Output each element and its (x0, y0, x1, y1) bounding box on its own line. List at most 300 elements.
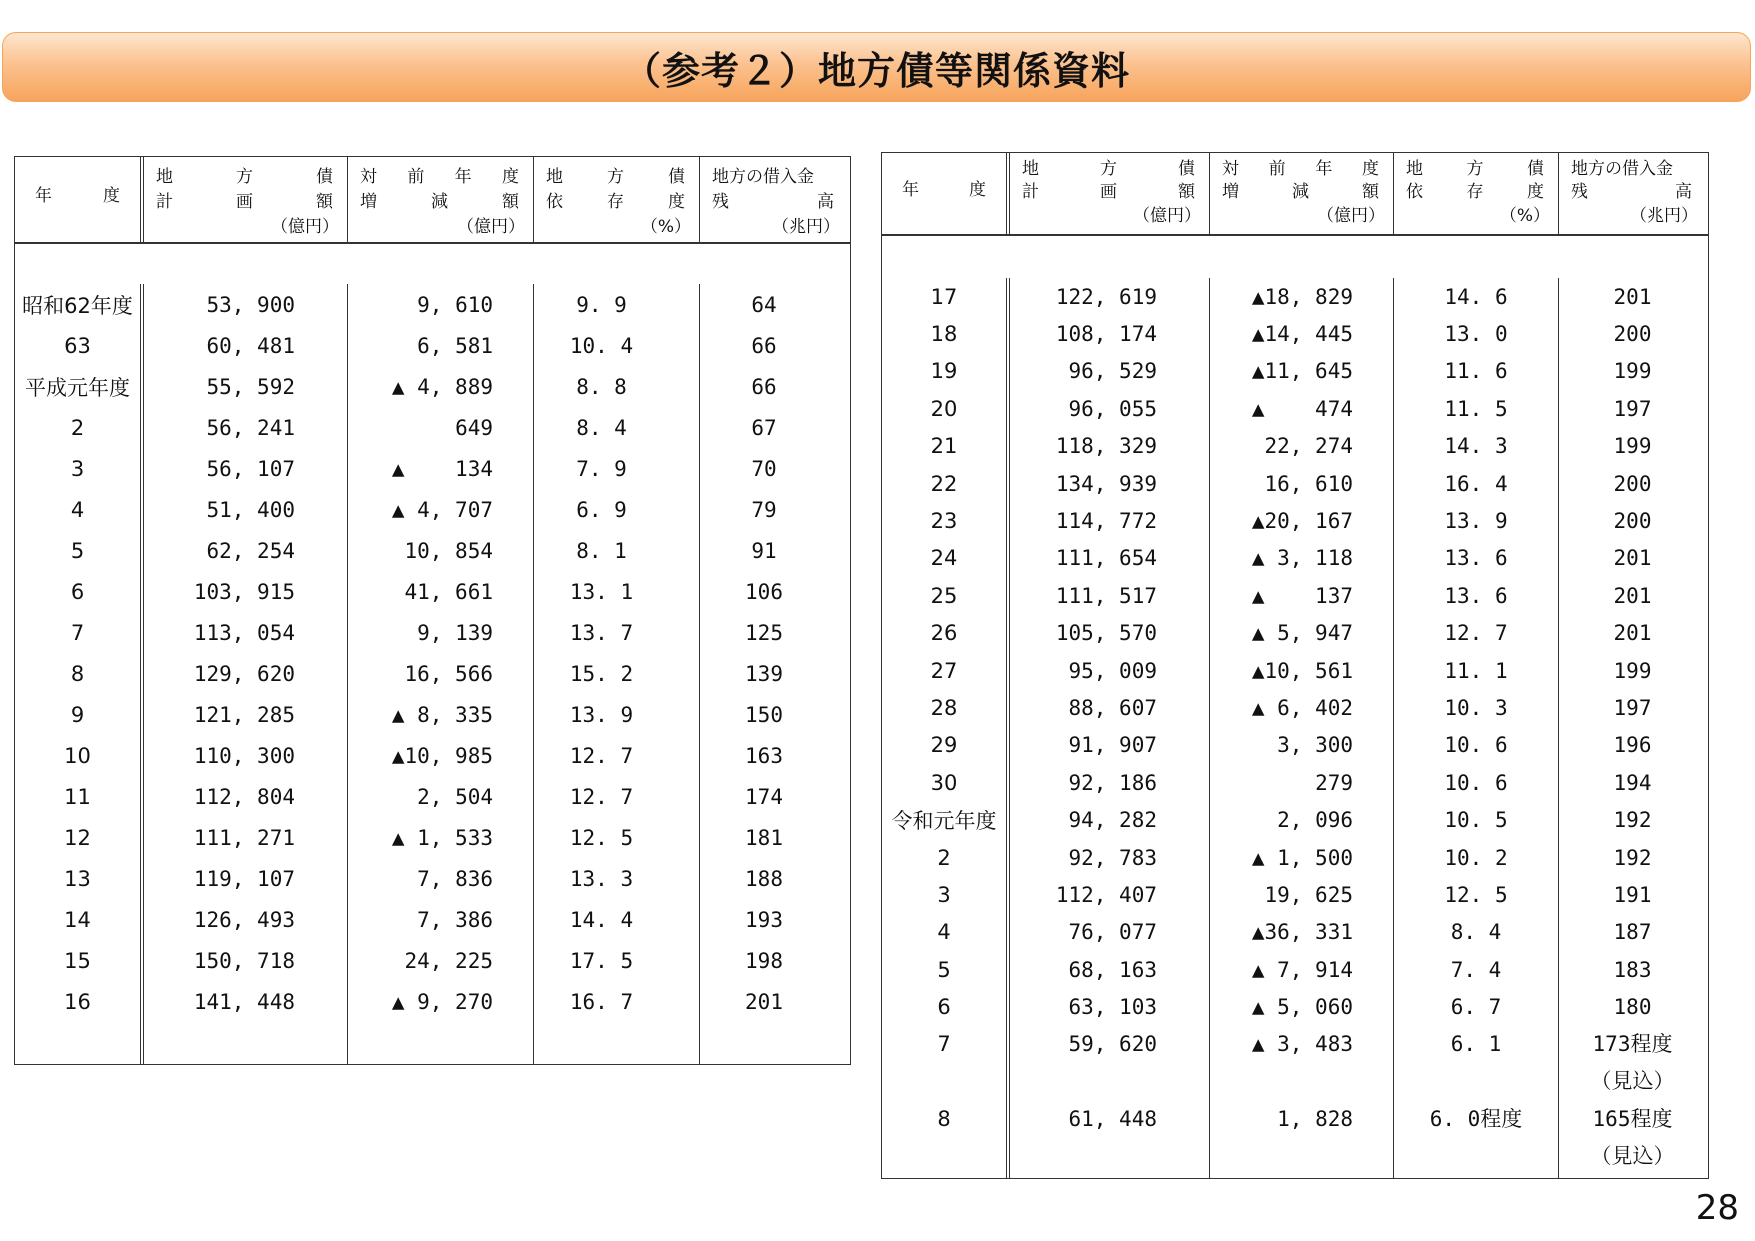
cell-year: 平成元年度 (25, 375, 130, 400)
balance-value: 165程度 (1592, 1106, 1673, 1131)
cell-bal: 66 (751, 333, 777, 358)
cell-bal (1559, 1101, 1706, 1176)
cell-plan: 62, 254 (206, 538, 295, 563)
cell-plan: 88, 607 (1068, 695, 1157, 720)
cell-dep: 12. 5 (569, 825, 634, 850)
cell-change: ▲10, 561 (1251, 658, 1353, 683)
cell-bal: 200 (1613, 509, 1652, 534)
header-balance (700, 157, 848, 242)
cell-plan: 111, 271 (193, 825, 295, 850)
cell-year: 25 (930, 583, 958, 608)
header-change-line1-char: 度 (501, 167, 519, 187)
cell-year: 10 (64, 743, 91, 768)
cell-dep: 12. 5 (1444, 882, 1508, 907)
header-plan-line1 (1022, 161, 1195, 178)
cell-year: 4 (937, 920, 951, 945)
header-year-label-char: 年 (35, 186, 52, 206)
header-dependency (1394, 153, 1559, 234)
cell-year: 6 (937, 995, 951, 1020)
cell-change: ▲36, 331 (1251, 920, 1353, 945)
header-dependency-unit: （%） (1499, 206, 1550, 226)
header-dependency-line2 (1406, 184, 1544, 201)
header-change-line2-char: 減 (431, 192, 448, 212)
cell-year: 17 (930, 284, 958, 309)
cell-dep: 7. 9 (576, 456, 627, 481)
cell-dep: 13. 7 (569, 620, 634, 645)
header-change-line2-char: 額 (1362, 182, 1379, 202)
header-change-line1 (360, 169, 519, 186)
cell-dep: 6. 9 (576, 497, 627, 522)
cell-change: 3, 300 (1277, 733, 1353, 758)
header-dependency-line1 (1406, 161, 1544, 178)
cell-bal: 70 (751, 456, 777, 481)
header-change-line2 (360, 194, 519, 211)
title-banner (2, 32, 1751, 102)
header-plan-line1 (156, 169, 333, 186)
header-balance-unit: （兆円） (772, 217, 840, 237)
cell-change: ▲18, 829 (1251, 284, 1353, 309)
cell-change: 19, 625 (1264, 882, 1353, 907)
header-dependency-line2-char: 依 (546, 192, 563, 212)
cell-plan: 60, 481 (206, 333, 295, 358)
cell-dep: 14. 4 (569, 907, 634, 932)
cell-change: ▲ 5, 947 (1251, 621, 1353, 646)
column-plan (1010, 278, 1210, 1178)
cell-bal: 163 (745, 743, 783, 768)
page-number: 28 (1695, 1188, 1739, 1228)
table-header (15, 157, 850, 244)
cell-year: 7 (70, 620, 85, 645)
header-change-line1-char: 前 (407, 167, 425, 187)
cell-bal: 198 (745, 948, 783, 973)
cell-bal: 174 (745, 784, 783, 809)
header-dependency-line1-char: 地 (1406, 159, 1423, 179)
header-dependency-line1-char: 方 (607, 167, 624, 187)
cell-plan: 92, 186 (1068, 770, 1157, 795)
cell-change: ▲ 6, 402 (1251, 695, 1353, 720)
column-dep (1394, 278, 1559, 1178)
cell-dep: 13. 9 (1444, 509, 1508, 534)
cell-dep: 7. 4 (1450, 957, 1502, 982)
cell-change: ▲ 3, 483 (1251, 1031, 1353, 1056)
cell-plan: 95, 009 (1068, 658, 1157, 683)
header-year (15, 157, 144, 242)
cell-dep: 8. 8 (576, 374, 627, 399)
cell-year: 16 (64, 989, 91, 1014)
balance-with-note (1591, 1026, 1675, 1101)
cell-dep: 11. 1 (1444, 658, 1508, 683)
cell-plan: 68, 163 (1068, 957, 1157, 982)
cell-dep: 16. 4 (1444, 471, 1508, 496)
cell-plan: 91, 907 (1068, 733, 1157, 758)
header-dependency-line2-char: 存 (607, 192, 624, 212)
cell-dep: 10. 4 (569, 333, 634, 358)
cell-dep: 10. 3 (1444, 695, 1508, 720)
cell-bal: 194 (1613, 770, 1652, 795)
header-plan-line2-char: 計 (1022, 182, 1039, 202)
cell-change: ▲ 134 (391, 456, 493, 481)
cell-year: 5 (70, 538, 85, 563)
cell-change: 16, 610 (1264, 471, 1353, 496)
cell-dep: 14. 3 (1444, 434, 1508, 459)
header-dependency-unit: （%） (640, 217, 691, 237)
cell-dep: 15. 2 (569, 661, 634, 686)
cell-plan: 110, 300 (193, 743, 295, 768)
cell-year: 5 (937, 957, 951, 982)
header-year (882, 153, 1010, 234)
cell-change: ▲ 4, 707 (391, 497, 493, 522)
cell-dep: 13. 9 (569, 702, 634, 727)
cell-change: 22, 274 (1264, 434, 1353, 459)
header-year-label-char: 年 (902, 180, 919, 200)
header-balance (1559, 153, 1706, 234)
cell-year: 63 (64, 333, 91, 358)
header-dependency-line2-char: 存 (1466, 182, 1484, 202)
cell-dep: 6. 1 (1450, 1031, 1502, 1056)
cell-bal: 64 (751, 292, 777, 317)
header-change (1210, 153, 1394, 234)
cell-plan: 121, 285 (193, 702, 295, 727)
cell-dep: 13. 6 (1444, 583, 1508, 608)
cell-dep: 9. 9 (576, 292, 627, 317)
header-change-line1-char: 年 (454, 167, 472, 187)
cell-dep: 10. 6 (1444, 770, 1508, 795)
header-plan-line2 (1022, 184, 1195, 201)
header-dependency-line2-char: 度 (668, 192, 685, 212)
cell-change: ▲ 3, 118 (1251, 546, 1353, 571)
header-change-unit: （億円） (1317, 206, 1385, 226)
header-dependency-line1-char: 債 (668, 167, 685, 187)
cell-bal: 67 (751, 415, 777, 440)
cell-plan: 113, 054 (193, 620, 295, 645)
cell-change: ▲11, 645 (1251, 359, 1353, 384)
column-change (1210, 278, 1394, 1178)
header-year-label (902, 182, 986, 199)
cell-plan: 59, 620 (1068, 1031, 1157, 1056)
cell-change: 41, 661 (404, 579, 493, 604)
header-dependency (534, 157, 700, 242)
cell-change: ▲ 474 (1251, 396, 1353, 421)
cell-change: ▲ 9, 270 (391, 989, 493, 1014)
cell-year: 21 (930, 434, 958, 459)
cell-dep: 10. 5 (1444, 808, 1508, 833)
balance-value: 173程度 (1592, 1031, 1673, 1056)
column-change (348, 284, 534, 1064)
header-change-line2 (1222, 184, 1379, 201)
header-dependency-line1-char: 地 (546, 167, 563, 187)
column-plan (144, 284, 348, 1064)
cell-dep: 8. 4 (576, 415, 627, 440)
cell-change: ▲ 1, 533 (391, 825, 493, 850)
cell-plan: 122, 619 (1055, 284, 1157, 309)
cell-year: 23 (930, 509, 958, 534)
cell-year: 12 (64, 825, 91, 850)
header-change-line1-char: 年 (1315, 159, 1333, 179)
cell-dep: 17. 5 (569, 948, 634, 973)
column-bal (700, 284, 848, 1064)
cell-bal (1559, 1026, 1706, 1101)
column-year (882, 278, 1010, 1178)
cell-year: 昭和62年度 (22, 293, 133, 318)
cell-plan: 134, 939 (1055, 471, 1157, 496)
header-plan-line1-char: 債 (1178, 159, 1195, 179)
header-change (348, 157, 534, 242)
cell-plan: 55, 592 (206, 374, 295, 399)
debt-table-left (14, 156, 851, 1065)
header-balance-line2-char: 高 (817, 192, 834, 212)
header-plan-line2 (156, 194, 333, 211)
cell-year: 29 (930, 733, 958, 758)
cell-plan: 51, 400 (206, 497, 295, 522)
cell-change: ▲ 5, 060 (1251, 995, 1353, 1020)
cell-change: 2, 096 (1277, 808, 1353, 833)
column-year (15, 284, 144, 1064)
cell-plan: 119, 107 (193, 866, 295, 891)
cell-year: 24 (930, 546, 958, 571)
cell-year: 26 (930, 621, 958, 646)
cell-dep: 12. 7 (569, 743, 634, 768)
header-balance-line1: 地方の借入金 (1571, 159, 1673, 179)
cell-bal: 180 (1613, 995, 1652, 1020)
cell-bal: 193 (745, 907, 783, 932)
cell-change: ▲ 137 (1251, 583, 1353, 608)
cell-year: 7 (937, 1031, 951, 1056)
cell-bal: 150 (745, 702, 783, 727)
cell-dep: 10. 2 (1444, 845, 1508, 870)
header-plan-line1-char: 方 (1100, 159, 1117, 179)
cell-plan: 112, 407 (1055, 882, 1157, 907)
cell-change: ▲ 1, 500 (1251, 845, 1353, 870)
header-year-label (35, 188, 120, 205)
cell-change: 9, 139 (417, 620, 493, 645)
cell-year: 令和元年度 (891, 809, 997, 834)
balance-note: （見込） (1590, 1144, 1675, 1169)
cell-change: 2, 504 (417, 784, 493, 809)
cell-plan: 53, 900 (206, 292, 295, 317)
cell-year: 13 (64, 866, 91, 891)
column-dep (534, 284, 700, 1064)
cell-bal: 106 (745, 579, 783, 604)
cell-year: 4 (70, 497, 85, 522)
cell-dep: 6. 7 (1450, 995, 1502, 1020)
cell-change: ▲ 4, 889 (391, 374, 493, 399)
cell-plan: 150, 718 (193, 948, 295, 973)
cell-dep: 6. 0程度 (1429, 1106, 1523, 1131)
cell-change: 1, 828 (1277, 1106, 1353, 1131)
header-dependency-line1-char: 方 (1466, 159, 1484, 179)
cell-bal: 187 (1613, 920, 1652, 945)
cell-plan: 111, 654 (1055, 546, 1157, 571)
header-plan-line1-char: 方 (236, 167, 253, 187)
cell-year: 20 (930, 396, 958, 421)
cell-change: ▲14, 445 (1251, 322, 1353, 347)
header-balance-unit: （兆円） (1630, 206, 1698, 226)
header-balance-line1: 地方の借入金 (712, 167, 814, 187)
cell-change: 6, 581 (417, 333, 493, 358)
cell-bal: 201 (745, 989, 783, 1014)
page-title: （参考２）地方債等関係資料 (622, 48, 1130, 93)
header-dependency-line1-char: 債 (1527, 159, 1544, 179)
cell-plan: 112, 804 (193, 784, 295, 809)
cell-bal: 191 (1613, 882, 1652, 907)
cell-bal: 183 (1613, 957, 1652, 982)
header-change-unit: （億円） (457, 217, 525, 237)
cell-bal: 197 (1613, 695, 1652, 720)
cell-bal: 139 (745, 661, 783, 686)
header-plan-line1-char: 債 (316, 167, 333, 187)
header-change-line1-char: 度 (1361, 159, 1379, 179)
cell-plan: 114, 772 (1055, 509, 1157, 534)
cell-bal: 199 (1613, 434, 1652, 459)
cell-year: 2 (937, 845, 951, 870)
cell-dep: 11. 6 (1444, 359, 1508, 384)
cell-bal: 125 (745, 620, 783, 645)
cell-year: 2 (70, 415, 85, 440)
header-change-line1-char: 対 (360, 167, 377, 187)
cell-dep: 16. 7 (569, 989, 634, 1014)
cell-change: 649 (455, 415, 493, 440)
cell-dep: 13. 6 (1444, 546, 1508, 571)
header-change-line1-char: 対 (1222, 159, 1239, 179)
cell-change: 9, 610 (417, 292, 493, 317)
header-plan (1010, 153, 1210, 234)
cell-bal: 66 (751, 374, 777, 399)
header-dependency-line2-char: 度 (1527, 182, 1544, 202)
cell-plan: 96, 055 (1068, 396, 1157, 421)
cell-year: 8 (70, 661, 85, 686)
header-plan-line2-char: 画 (236, 192, 253, 212)
cell-change: 24, 225 (404, 948, 493, 973)
cell-bal: 201 (1613, 583, 1652, 608)
cell-bal: 91 (751, 538, 777, 563)
table-header (882, 153, 1708, 236)
cell-plan: 76, 077 (1068, 920, 1157, 945)
header-balance-line2-char: 残 (712, 192, 729, 212)
header-change-line1-char: 前 (1268, 159, 1286, 179)
cell-year: 8 (937, 1106, 951, 1131)
cell-bal: 201 (1613, 284, 1652, 309)
header-plan-line1-char: 地 (156, 167, 173, 187)
header-balance-line2 (1571, 184, 1692, 201)
header-year-label-char: 度 (969, 180, 986, 200)
cell-bal: 201 (1613, 621, 1652, 646)
cell-plan: 129, 620 (193, 661, 295, 686)
header-change-line2-char: 増 (1222, 182, 1239, 202)
header-dependency-line2-char: 依 (1406, 182, 1423, 202)
header-plan (144, 157, 348, 242)
debt-table-right (881, 152, 1709, 1179)
header-balance-line2-char: 残 (1571, 182, 1588, 202)
cell-change: 7, 836 (417, 866, 493, 891)
cell-dep: 8. 4 (1450, 920, 1502, 945)
cell-bal: 201 (1613, 546, 1652, 571)
cell-year: 19 (930, 359, 958, 384)
header-balance-line2 (712, 194, 834, 211)
header-plan-line2-char: 画 (1100, 182, 1117, 202)
cell-year: 30 (930, 770, 958, 795)
cell-plan: 63, 103 (1068, 995, 1157, 1020)
cell-year: 14 (64, 907, 91, 932)
header-plan-unit: （億円） (1133, 206, 1201, 226)
header-balance-line2-char: 高 (1675, 182, 1692, 202)
table-body (15, 244, 850, 1064)
cell-year: 11 (64, 784, 91, 809)
cell-change: 16, 566 (404, 661, 493, 686)
cell-year: 22 (930, 471, 958, 496)
cell-plan: 92, 783 (1068, 845, 1157, 870)
cell-year: 6 (70, 579, 85, 604)
cell-dep: 13. 1 (569, 579, 634, 604)
cell-plan: 108, 174 (1055, 322, 1157, 347)
header-plan-line2-char: 計 (156, 192, 173, 212)
cell-year: 27 (930, 658, 958, 683)
cell-dep: 10. 6 (1444, 733, 1508, 758)
cell-year: 15 (64, 948, 91, 973)
cell-bal: 197 (1613, 396, 1652, 421)
cell-year: 3 (937, 882, 951, 907)
cell-dep: 13. 0 (1444, 322, 1508, 347)
cell-bal: 192 (1613, 845, 1652, 870)
header-plan-line2-char: 額 (1178, 182, 1195, 202)
cell-bal: 199 (1613, 359, 1652, 384)
header-dependency-line2 (546, 194, 685, 211)
header-change-line2-char: 減 (1292, 182, 1309, 202)
cell-change: 279 (1315, 770, 1353, 795)
cell-bal: 200 (1613, 322, 1652, 347)
header-plan-line2-char: 額 (316, 192, 333, 212)
header-dependency-line1 (546, 169, 685, 186)
cell-dep: 8. 1 (576, 538, 627, 563)
cell-plan: 94, 282 (1068, 808, 1157, 833)
cell-year: 9 (70, 702, 85, 727)
header-year-label-char: 度 (103, 186, 120, 206)
cell-dep: 11. 5 (1444, 396, 1508, 421)
balance-with-note (1591, 1101, 1675, 1176)
cell-plan: 105, 570 (1055, 621, 1157, 646)
cell-plan: 141, 448 (193, 989, 295, 1014)
balance-note: （見込） (1590, 1069, 1675, 1094)
cell-change: ▲ 7, 914 (1251, 957, 1353, 982)
cell-plan: 56, 107 (206, 456, 295, 481)
cell-plan: 96, 529 (1068, 359, 1157, 384)
cell-plan: 56, 241 (206, 415, 295, 440)
cell-bal: 181 (745, 825, 783, 850)
cell-bal: 188 (745, 866, 783, 891)
cell-dep: 12. 7 (1444, 621, 1508, 646)
cell-plan: 61, 448 (1068, 1106, 1157, 1131)
cell-bal: 196 (1613, 733, 1652, 758)
cell-year: 3 (70, 456, 85, 481)
cell-dep: 14. 6 (1444, 284, 1508, 309)
header-change-line2-char: 額 (502, 192, 519, 212)
header-change-line2-char: 増 (360, 192, 377, 212)
header-plan-unit: （億円） (271, 217, 339, 237)
cell-plan: 126, 493 (193, 907, 295, 932)
table-body (882, 236, 1708, 1178)
cell-bal: 200 (1613, 471, 1652, 496)
cell-year: 18 (930, 322, 958, 347)
cell-change: ▲ 8, 335 (391, 702, 493, 727)
cell-plan: 103, 915 (193, 579, 295, 604)
cell-change: 7, 386 (417, 907, 493, 932)
cell-year: 28 (930, 695, 958, 720)
cell-change: ▲20, 167 (1251, 509, 1353, 534)
cell-dep: 12. 7 (569, 784, 634, 809)
column-bal (1559, 278, 1706, 1178)
cell-bal: 79 (751, 497, 777, 522)
cell-bal: 199 (1613, 658, 1652, 683)
header-plan-line1-char: 地 (1022, 159, 1039, 179)
